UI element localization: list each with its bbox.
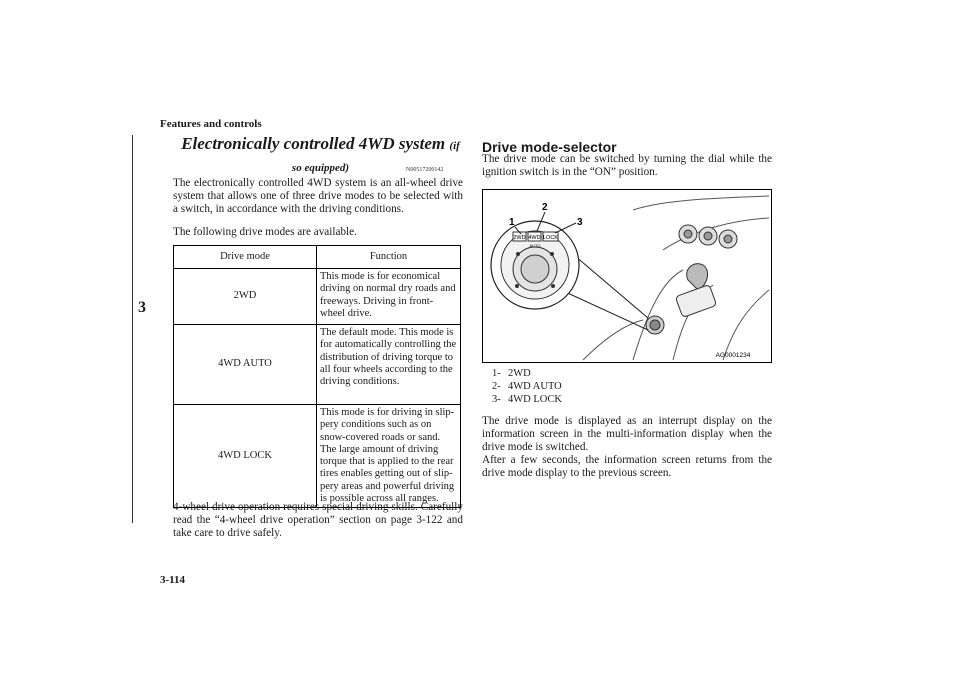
table-cell-mode: 4WD LOCK bbox=[174, 405, 317, 508]
table-cell-function: This mode is for driving in slip-pery conditions such as on snow-covered roads or sand. The large amount of driving torque that is applied to the rear tires enables getting out of slip-pery areas and powerful driving is possible across all ranges. bbox=[317, 405, 461, 508]
legend-label: 4WD AUTO bbox=[508, 380, 562, 392]
section-title-text: Electronically controlled 4WD system bbox=[181, 134, 446, 153]
dial-label-lock: LOCK bbox=[543, 235, 558, 241]
figure-code: AG0001234 bbox=[715, 352, 751, 359]
caution-paragraph: 4-wheel drive operation requires special driving skills. Carefully read the “4-wheel drive operation” section on page 3-122 and take care to drive safely. bbox=[173, 501, 463, 539]
table-header-drive-mode: Drive mode bbox=[174, 246, 317, 269]
table-row bbox=[174, 325, 461, 405]
intro-paragraph: The electronically controlled 4WD system is an all-wheel drive system that allows one of three drive modes to be selected with a switch, in accordance with the driving conditions. bbox=[173, 177, 463, 215]
table-row bbox=[174, 405, 461, 508]
figure-legend bbox=[492, 368, 562, 406]
legend-label: 4WD LOCK bbox=[508, 393, 562, 405]
chapter-number: 3 bbox=[138, 299, 146, 316]
drive-mode-table bbox=[173, 245, 461, 508]
table-cell-mode: 2WD bbox=[174, 269, 317, 325]
return-paragraph: After a few seconds, the information screen returns from the drive mode display to the previous screen. bbox=[482, 454, 772, 479]
legend-item bbox=[492, 381, 562, 394]
table-cell-mode: 4WD AUTO bbox=[174, 325, 317, 405]
running-header: Features and controls bbox=[160, 118, 262, 130]
dial-label-4wd: 4WD bbox=[528, 235, 541, 241]
table-header-function: Function bbox=[317, 246, 461, 269]
section-title-drive-mode-selector: Drive mode-selector bbox=[482, 139, 617, 155]
callout-2: 2 bbox=[542, 202, 548, 213]
dial-label-2wd: 2WD bbox=[513, 235, 526, 241]
section-title-note: (if so equipped) bbox=[291, 140, 460, 174]
display-paragraph: The drive mode is displayed as an interrupt display on the information screen in the multi-information display when the drive mode is switched. bbox=[482, 415, 772, 453]
legend-num: 1- bbox=[492, 368, 501, 379]
page-number: 3-114 bbox=[160, 574, 186, 586]
legend-num: 3- bbox=[492, 393, 501, 405]
legend-item bbox=[492, 394, 562, 407]
table-row bbox=[174, 269, 461, 325]
dial-label-auto: AUTO bbox=[529, 243, 541, 248]
modes-available-paragraph: The following drive modes are available. bbox=[173, 226, 357, 238]
chapter-divider bbox=[132, 135, 133, 523]
callout-1: 1 bbox=[509, 217, 515, 228]
callout-3: 3 bbox=[577, 217, 583, 228]
selector-intro-paragraph: The drive mode can be switched by turning the dial while the ignition switch is in the “ON” position. bbox=[482, 153, 772, 178]
legend-label: 2WD bbox=[508, 368, 531, 379]
drive-mode-selector-illustration bbox=[482, 189, 772, 363]
legend-num: 2- bbox=[492, 380, 501, 392]
table-cell-function: The default mode. This mode is for automatically controlling the distribution of driving torque to all four wheels according to the driving conditions. bbox=[317, 325, 461, 405]
illustration-svg bbox=[483, 190, 771, 362]
section-code: N00517200142 bbox=[406, 167, 444, 173]
table-header-row bbox=[174, 246, 461, 269]
table-cell-function: This mode is for economical driving on normal dry roads and freeways. Driving in front-wheel drive. bbox=[317, 269, 461, 325]
legend-item bbox=[492, 368, 562, 381]
